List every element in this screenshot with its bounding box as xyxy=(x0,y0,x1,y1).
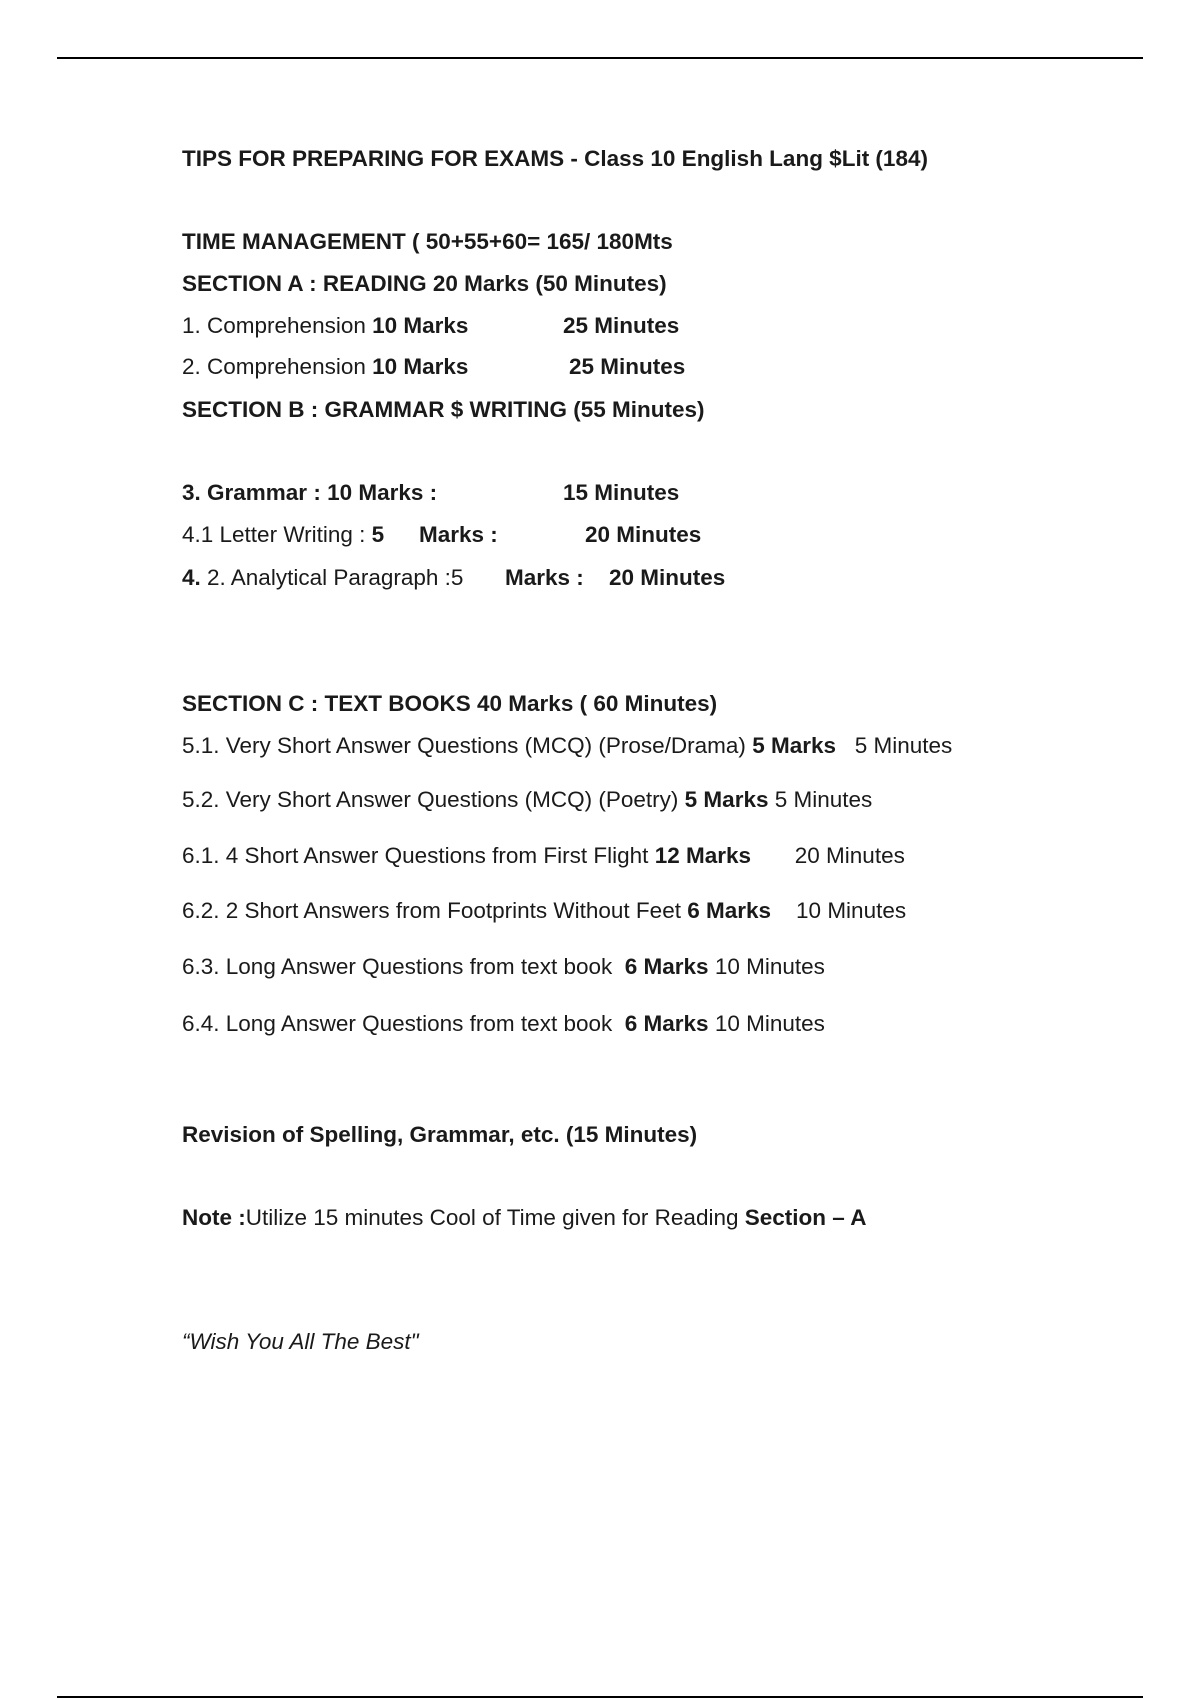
item-label: 6.2. 2 Short Answers from Footprints Without Feet xyxy=(182,898,688,923)
revision-heading: Revision of Spelling, Grammar, etc. (15 Minutes) xyxy=(182,1122,698,1147)
item-time: 10 Minutes xyxy=(771,898,907,923)
item-label: 6.3. Long Answer Questions from text book xyxy=(182,954,625,979)
section-b-heading: SECTION B : GRAMMAR $ WRITING (55 Minutes) xyxy=(182,397,705,422)
item-marks: 6 Marks xyxy=(624,1011,709,1036)
section-c-item-6-2 xyxy=(182,897,906,925)
item-time: 25 Minutes xyxy=(569,354,686,379)
item-time: 10 Minutes xyxy=(708,954,825,979)
section-c-item-6-4 xyxy=(182,1010,825,1038)
note-text: Utilize 15 minutes Cool of Time given for Reading xyxy=(245,1205,745,1230)
item-label: 6.4. Long Answer Questions from text book xyxy=(182,1011,625,1036)
item-time: 20 Minutes xyxy=(751,843,905,868)
section-a-item-2 xyxy=(182,353,686,381)
closing-wish: “Wish You All The Best" xyxy=(182,1329,419,1354)
item-marks: 10 Marks xyxy=(372,354,469,379)
note-label: Note : xyxy=(182,1205,246,1230)
section-a-item-1 xyxy=(182,312,680,340)
section-c-heading: SECTION C : TEXT BOOKS 40 Marks ( 60 Minutes) xyxy=(182,691,718,716)
item-marks: 6 Marks xyxy=(687,898,772,923)
letter-time: 20 Minutes xyxy=(585,522,702,547)
letter-marks-label: Marks : xyxy=(419,522,498,547)
note-section: Section – A xyxy=(744,1205,867,1230)
paragraph-label: 2. Analytical Paragraph :5 xyxy=(200,565,464,590)
item-label: 5.1. Very Short Answer Questions (MCQ) (Prose/Drama) xyxy=(182,733,753,758)
paragraph-number: 4. xyxy=(182,565,201,590)
section-c-item-5-1 xyxy=(182,732,952,760)
paragraph-marks-label: Marks : xyxy=(505,565,584,590)
note-line xyxy=(182,1204,866,1232)
document-title: TIPS FOR PREPARING FOR EXAMS - Class 10 English Lang $Lit (184) xyxy=(182,146,928,171)
item-time: 5 Minutes xyxy=(836,733,953,758)
item-marks: 10 Marks xyxy=(372,313,469,338)
section-c-item-5-2 xyxy=(182,786,872,814)
item-time: 5 Minutes xyxy=(768,787,873,812)
section-b-analytical-paragraph xyxy=(182,564,726,592)
letter-label: 4.1 Letter Writing : xyxy=(182,522,372,547)
item-time: 10 Minutes xyxy=(708,1011,825,1036)
section-b-letter-writing xyxy=(182,521,702,549)
letter-marks-number: 5 xyxy=(371,522,385,547)
item-marks: 5 Marks xyxy=(684,787,769,812)
item-label: 5.2. Very Short Answer Questions (MCQ) (Poetry) xyxy=(182,787,685,812)
bottom-rule xyxy=(57,1696,1143,1698)
paragraph-time: 20 Minutes xyxy=(609,565,726,590)
item-marks: 6 Marks xyxy=(624,954,709,979)
item-label: 6.1. 4 Short Answer Questions from First Flight xyxy=(182,843,655,868)
item-label: 1. Comprehension xyxy=(182,313,373,338)
item-label: 2. Comprehension xyxy=(182,354,373,379)
item-time: 25 Minutes xyxy=(563,313,680,338)
section-b-grammar xyxy=(182,479,680,507)
grammar-label: 3. Grammar : 10 Marks : xyxy=(182,480,438,505)
item-marks: 5 Marks xyxy=(752,733,836,758)
grammar-time: 15 Minutes xyxy=(563,480,680,505)
section-a-heading: SECTION A : READING 20 Marks (50 Minutes) xyxy=(182,271,667,296)
item-marks: 12 Marks xyxy=(654,843,752,868)
section-c-item-6-3 xyxy=(182,953,825,981)
section-c-item-6-1 xyxy=(182,842,905,870)
time-management-heading: TIME MANAGEMENT ( 50+55+60= 165/ 180Mts xyxy=(182,229,673,254)
top-rule xyxy=(57,57,1143,59)
